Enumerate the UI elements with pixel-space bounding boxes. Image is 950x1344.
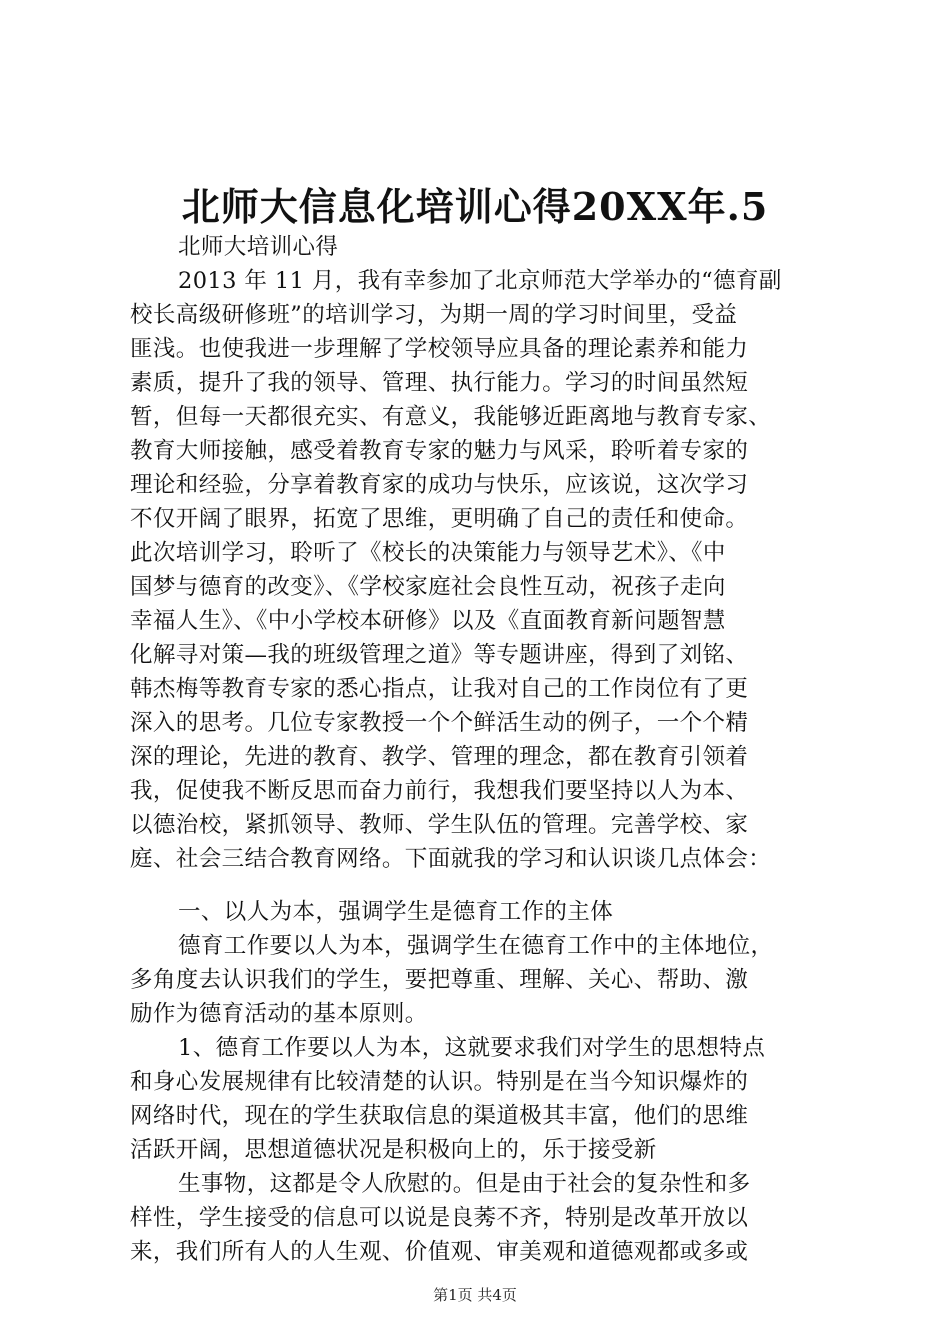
paragraph-line: 活跃开阔，思想道德状况是积极向上的，乐于接受新 <box>130 1137 657 1163</box>
paragraph-line: 韩杰梅等教育专家的悉心指点，让我对自己的工作岗位有了更 <box>130 676 749 702</box>
paragraph-line: 德育工作要以人为本，强调学生在德育工作中的主体地位， <box>178 933 774 959</box>
paragraph-line: 不仅开阔了眼界，拓宽了思维，更明确了自己的责任和使命。 <box>130 506 749 532</box>
paragraph-line: 匪浅。也使我进一步理解了学校领导应具备的理论素养和能力 <box>130 336 749 362</box>
paragraph-line: 网络时代，现在的学生获取信息的渠道极其丰富，他们的思维 <box>130 1103 749 1129</box>
paragraph-line: 教育大师接触，感受着教育专家的魅力与风采，聆听着专家的 <box>130 438 749 464</box>
paragraph-line: 励作为德育活动的基本原则。 <box>130 1001 428 1027</box>
paragraph-line: 2013 年 11 月，我有幸参加了北京师范大学举办的“德育副 <box>178 268 782 294</box>
paragraph-line: 多角度去认识我们的学生，要把尊重、理解、关心、帮助、激 <box>130 967 749 993</box>
paragraph-line: 1、德育工作要以人为本，这就要求我们对学生的思想特点 <box>178 1035 766 1061</box>
paragraph-line: 理论和经验，分享着教育家的成功与快乐，应该说，这次学习 <box>130 472 749 498</box>
section-heading: 一、以人为本，强调学生是德育工作的主体 <box>178 899 614 925</box>
paragraph-line: 来，我们所有人的人生观、价值观、审美观和道德观都或多或 <box>130 1239 749 1265</box>
paragraph-line: 国梦与德育的改变》、《学校家庭社会良性互动，祝孩子走向 <box>130 574 726 600</box>
paragraph-line: 生事物，这都是令人欣慰的。但是由于社会的复杂性和多 <box>178 1171 751 1197</box>
paragraph-line: 此次培训学习，聆听了《校长的决策能力与领导艺术》、《中 <box>130 540 726 566</box>
paragraph-line: 和身心发展规律有比较清楚的认识。特别是在当今知识爆炸的 <box>130 1069 749 1095</box>
paragraph-line: 深入的思考。几位专家教授一个个鲜活生动的例子，一个个精 <box>130 710 749 736</box>
paragraph-line: 校长高级研修班”的培训学习，为期一周的学习时间里，受益 <box>130 302 738 328</box>
paragraph-line: 幸福人生》、《中小学校本研修》以及《直面教育新问题智慧 <box>130 608 726 634</box>
document-title: 北师大信息化培训心得20XX年.5 <box>181 184 769 229</box>
paragraph-line: 化解寻对策—我的班级管理之道》等专题讲座，得到了刘铭、 <box>130 642 749 668</box>
paragraph-line: 以德治校，紧抓领导、教师、学生队伍的管理。完善学校、家 <box>130 812 749 838</box>
paragraph-line: 素质，提升了我的领导、管理、执行能力。学习的时间虽然短 <box>130 370 749 396</box>
paragraph-line: 庭、社会三结合教育网络。下面就我的学习和认识谈几点体会： <box>130 846 772 872</box>
paragraph-line: 样性，学生接受的信息可以说是良莠不齐，特别是改革开放以 <box>130 1205 749 1231</box>
paragraph-line: 我，促使我不断反思而奋力前行，我想我们要坚持以人为本、 <box>130 778 749 804</box>
paragraph-line: 暂，但每一天都很充实、有意义，我能够近距离地与教育专家、 <box>130 404 772 430</box>
page-footer: 第1页 共4页 <box>433 1286 517 1304</box>
paragraph-line: 深的理论，先进的教育、教学、管理的理念，都在教育引领着 <box>130 744 749 770</box>
subtitle-line: 北师大培训心得 <box>178 234 339 260</box>
